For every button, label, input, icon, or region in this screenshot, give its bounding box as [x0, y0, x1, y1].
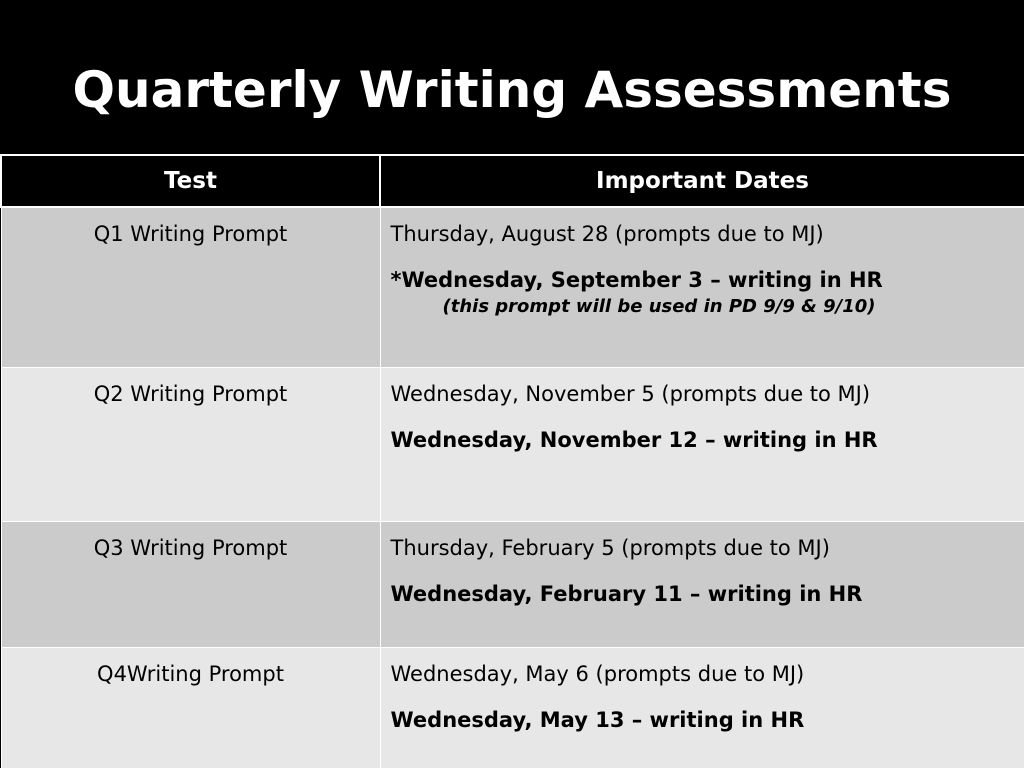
prompt-due-date: Wednesday, November 5 (prompts due to MJ): [390, 381, 871, 406]
dates-cell: [380, 207, 1024, 367]
test-name-cell: Q1 Writing Prompt: [1, 207, 380, 367]
writing-date: Wednesday, February 11 – writing in HR: [390, 581, 863, 606]
table-row: [1, 367, 1024, 521]
pd-note: (this prompt will be used in PD 9/9 & 9/10): [442, 296, 876, 317]
writing-date: Wednesday, May 13 – writing in HR: [390, 707, 805, 732]
prompt-due-date: Wednesday, May 6 (prompts due to MJ): [390, 661, 805, 686]
writing-date: *Wednesday, September 3 – writing in HR: [390, 268, 883, 292]
table-header-row: [1, 155, 1024, 207]
test-name-cell: Q4Writing Prompt: [1, 647, 380, 768]
header-important-dates: Important Dates: [380, 155, 1024, 207]
slide-title: Quarterly Writing Assessments: [72, 61, 952, 119]
prompt-due-date: Thursday, August 28 (prompts due to MJ): [390, 222, 824, 246]
table-row: [1, 521, 1024, 647]
assessment-schedule-table: [0, 154, 1024, 768]
header-test: Test: [1, 155, 380, 207]
test-name-cell: Q3 Writing Prompt: [1, 521, 380, 647]
dates-cell: [380, 647, 1024, 768]
table-row: [1, 647, 1024, 768]
table-row: [1, 207, 1024, 367]
prompt-due-date: Thursday, February 5 (prompts due to MJ): [390, 535, 830, 560]
dates-cell: [380, 521, 1024, 647]
test-name-cell: Q2 Writing Prompt: [1, 367, 380, 521]
writing-date: Wednesday, November 12 – writing in HR: [390, 427, 878, 452]
dates-cell: [380, 367, 1024, 521]
